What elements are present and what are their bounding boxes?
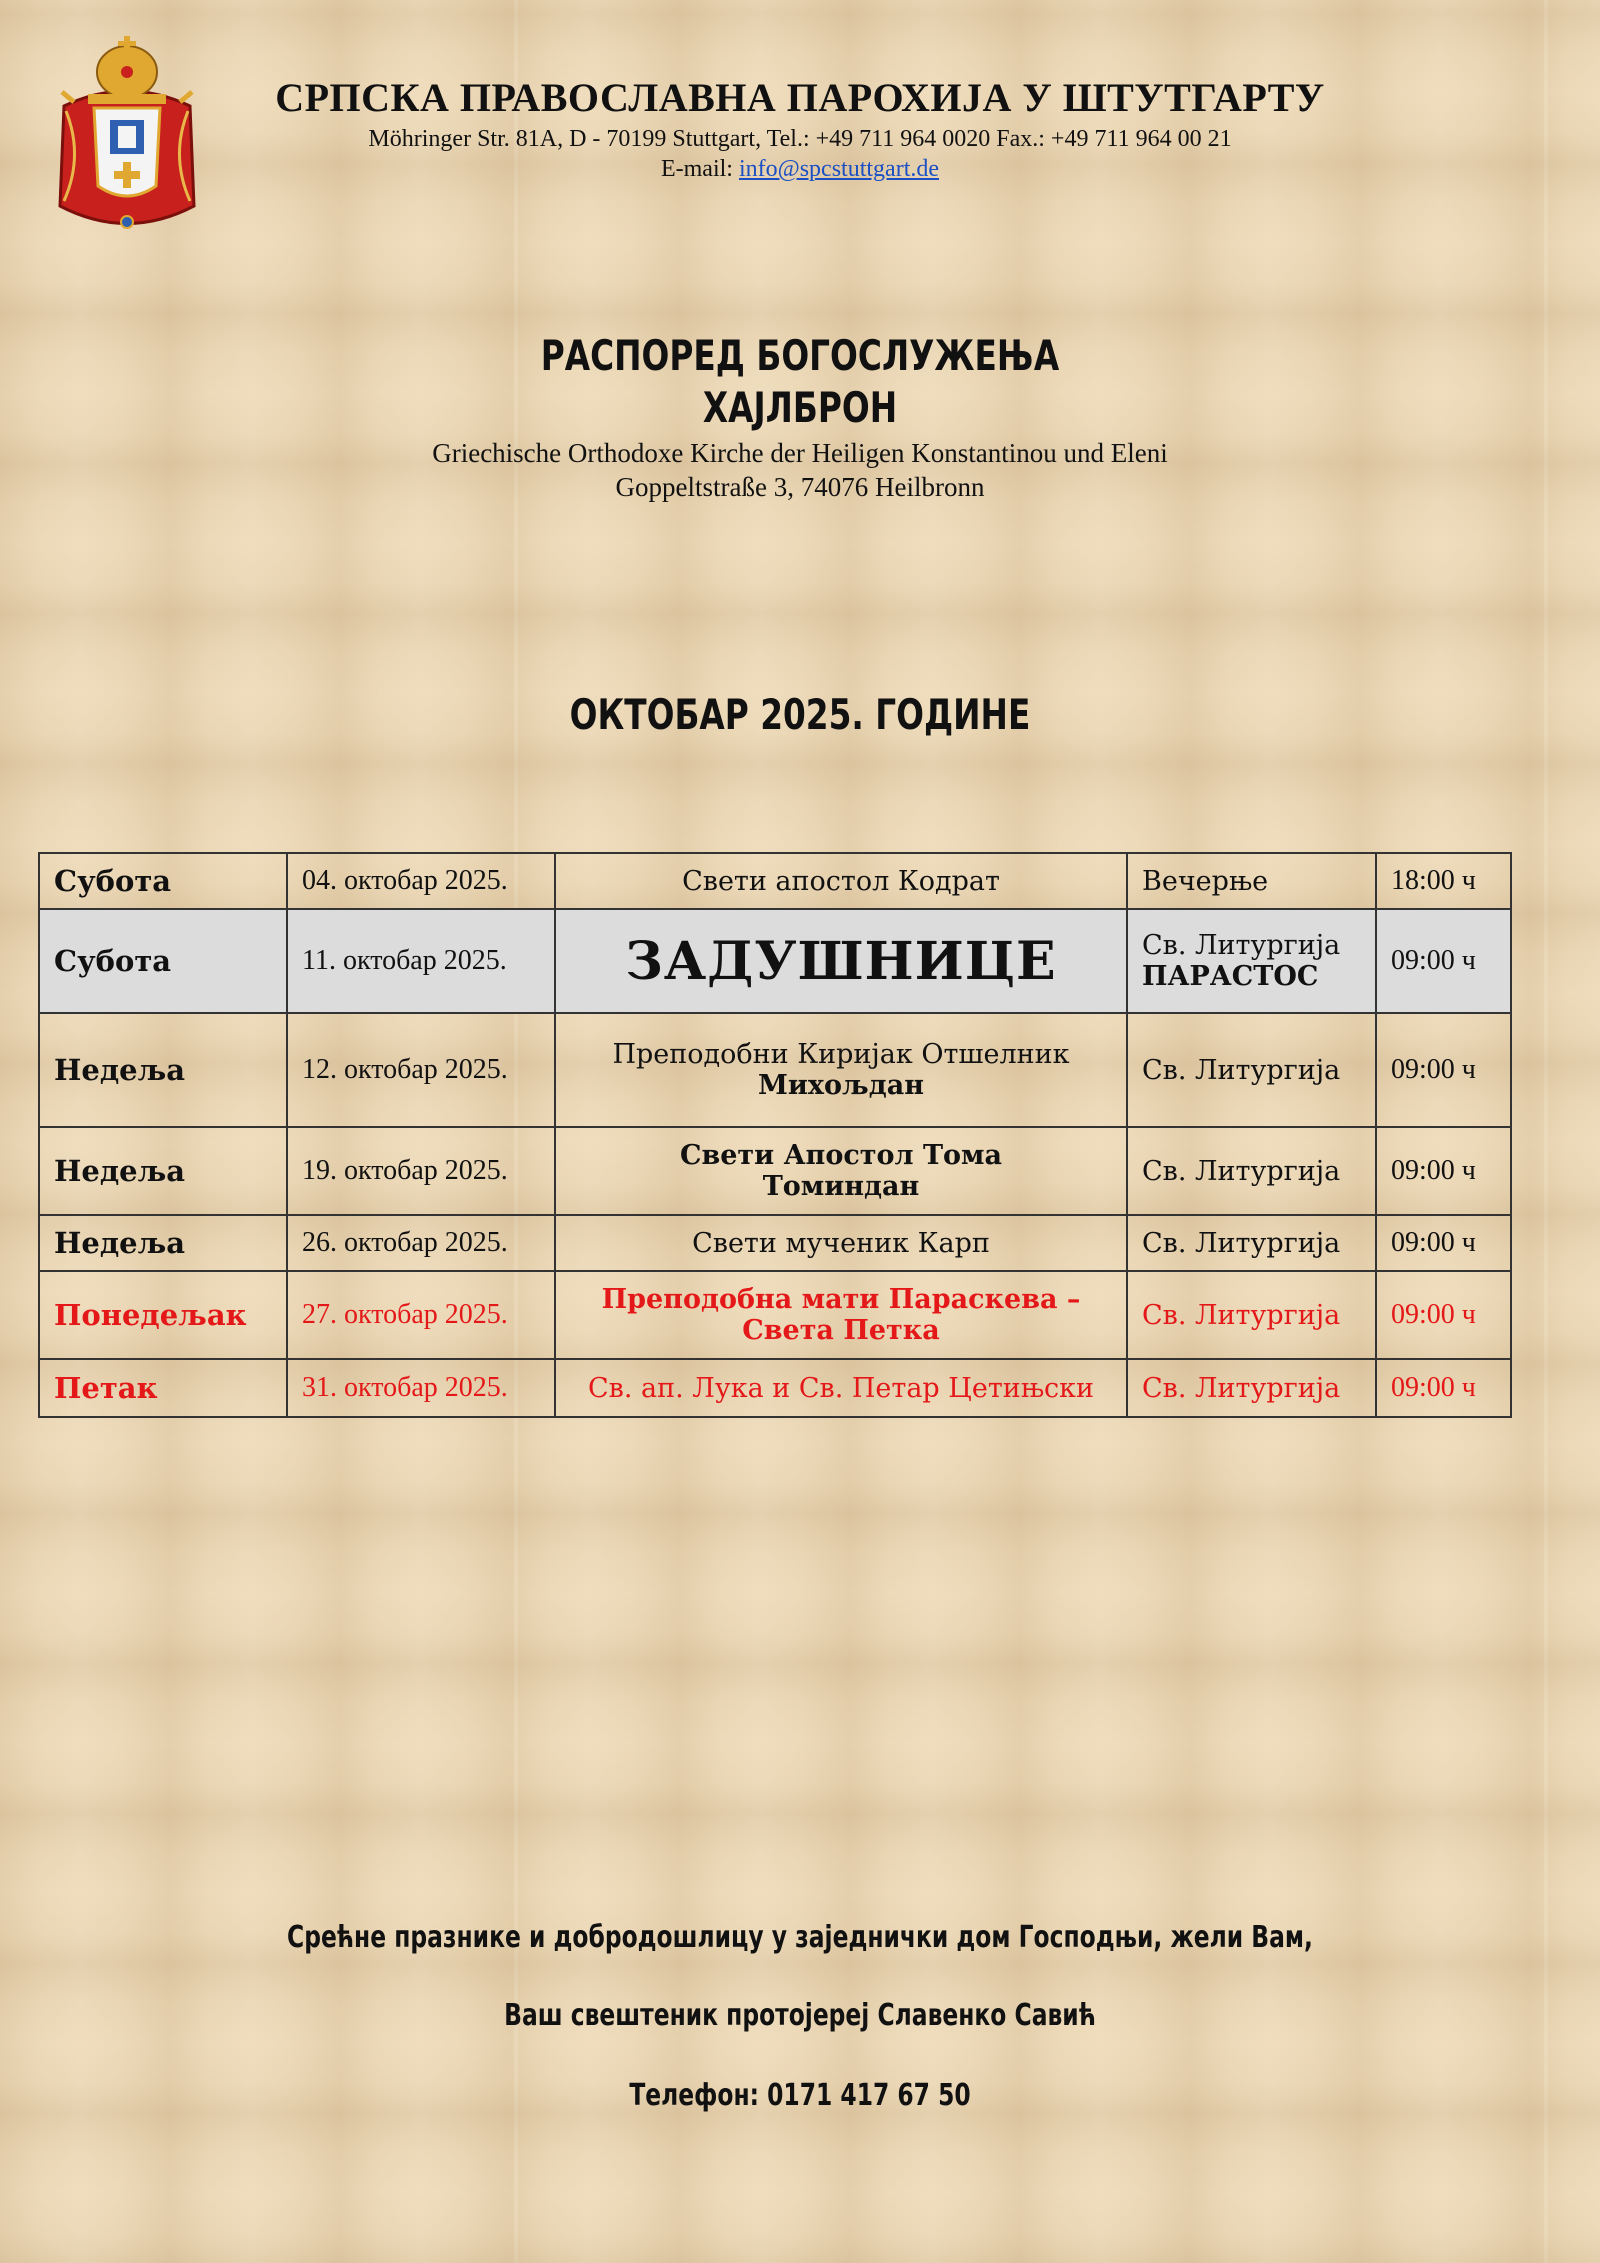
location-title: ХАЈЛБРОН	[702, 383, 898, 432]
time-cell	[1376, 853, 1511, 909]
schedule-row	[39, 1013, 1511, 1127]
schedule-row	[39, 1271, 1511, 1359]
schedule-row	[39, 1359, 1511, 1417]
date-cell	[287, 853, 555, 909]
feast-cell	[555, 853, 1127, 909]
service-text: Вечерње	[1142, 865, 1269, 897]
day-cell	[39, 1359, 287, 1417]
location-title-wrap	[0, 384, 1600, 432]
feast-cell	[555, 1013, 1127, 1127]
date-text: 04. октобар 2025.	[302, 865, 508, 896]
day-cell	[39, 1127, 287, 1215]
time-text: 09:00 ч	[1391, 945, 1476, 976]
time-cell	[1376, 1359, 1511, 1417]
schedule-row	[39, 1127, 1511, 1215]
email-link[interactable]: info@spcstuttgart.de	[738, 156, 940, 182]
time-text: 09:00 ч	[1391, 1299, 1476, 1330]
church-address: Goppeltstraße 3, 74076 Heilbronn	[615, 472, 985, 502]
schedule-table	[38, 852, 1512, 1418]
church-name: Griechische Orthodoxe Kirche der Heiligen Konstantinou und Eleni	[432, 438, 1168, 468]
service-cell	[1127, 1215, 1376, 1271]
time-cell	[1376, 1215, 1511, 1271]
serbian-church-coat-of-arms-icon	[44, 36, 210, 236]
footer-greeting-wrap	[0, 1920, 1600, 1955]
day-text: Недеља	[54, 1154, 186, 1188]
service-text: ПАРАСТОС	[1142, 961, 1319, 992]
parish-email-line	[230, 156, 1370, 183]
feast-text: Свети мученик Карп	[692, 1227, 990, 1259]
time-text: 09:00 ч	[1391, 1155, 1476, 1186]
schedule-row	[39, 853, 1511, 909]
feast-text: Преподобна мати Параскева –	[601, 1284, 1081, 1315]
schedule-row	[39, 1215, 1511, 1271]
date-cell	[287, 1359, 555, 1417]
service-cell	[1127, 1013, 1376, 1127]
time-cell	[1376, 909, 1511, 1013]
date-text: 12. октобар 2025.	[302, 1054, 508, 1085]
feast-text: Преподобни Киријак Отшелник	[612, 1039, 1070, 1070]
feast-text: Михољдан	[758, 1070, 924, 1101]
date-text: 27. октобар 2025.	[302, 1299, 508, 1330]
service-cell	[1127, 1127, 1376, 1215]
time-cell	[1376, 1127, 1511, 1215]
footer-priest-wrap	[0, 1998, 1600, 2033]
feast-text: Свети Апостол Тома	[679, 1140, 1002, 1171]
service-cell	[1127, 909, 1376, 1013]
service-text: Св. Литургија	[1142, 1054, 1341, 1086]
day-text: Субота	[54, 944, 172, 978]
footer-priest: Ваш свештеник протојереј Славенко Савић	[504, 1998, 1096, 2033]
date-cell	[287, 1013, 555, 1127]
service-text: Св. Литургија	[1142, 1372, 1341, 1404]
schedule-body	[39, 853, 1511, 1417]
parish-title: СРПСКА ПРАВОСЛАВНА ПАРОХИЈА У ШТУТГАРТУ	[275, 75, 1325, 120]
day-text: Субота	[54, 864, 172, 898]
parish-address: Möhringer Str. 81A, D - 70199 Stuttgart, Tel.: +49 711 964 0020 Fax.: +49 711 964 00 21	[368, 126, 1232, 152]
time-cell	[1376, 1013, 1511, 1127]
time-text: 09:00 ч	[1391, 1054, 1476, 1085]
feast-cell	[555, 1215, 1127, 1271]
day-text: Недеља	[54, 1226, 186, 1260]
feast-text: Томиндан	[762, 1171, 920, 1202]
feast-text: ЗАДУШНИЦЕ	[625, 930, 1057, 992]
feast-cell	[555, 1127, 1127, 1215]
schedule-title-wrap	[0, 332, 1600, 380]
feast-text: Свети апостол Кодрат	[682, 865, 1000, 897]
date-cell	[287, 909, 555, 1013]
feast-cell	[555, 1359, 1127, 1417]
service-text: Св. Литургија	[1142, 1155, 1341, 1187]
service-cell	[1127, 853, 1376, 909]
date-text: 19. октобар 2025.	[302, 1155, 508, 1186]
service-text: Св. Литургија	[1142, 1227, 1341, 1259]
feast-cell	[555, 909, 1127, 1013]
time-text: 18:00 ч	[1391, 865, 1476, 896]
email-label: E-mail:	[660, 156, 739, 182]
month-title-wrap	[0, 690, 1600, 739]
day-cell	[39, 1013, 287, 1127]
feast-text: Св. ап. Лука и Св. Петар Цетињски	[588, 1372, 1094, 1404]
footer-greeting: Срећне празнике и добродошлицу у заједнички дом Господњи, жели Вам,	[287, 1920, 1313, 1955]
time-text: 09:00 ч	[1391, 1372, 1476, 1403]
date-cell	[287, 1215, 555, 1271]
day-text: Петак	[54, 1371, 158, 1405]
day-cell	[39, 853, 287, 909]
day-cell	[39, 1215, 287, 1271]
service-cell	[1127, 1359, 1376, 1417]
date-text: 31. октобар 2025.	[302, 1372, 508, 1403]
date-cell	[287, 1127, 555, 1215]
date-text: 11. октобар 2025.	[302, 945, 507, 976]
schedule-row	[39, 909, 1511, 1013]
time-text: 09:00 ч	[1391, 1227, 1476, 1258]
day-cell	[39, 1271, 287, 1359]
feast-text: Света Петка	[742, 1315, 940, 1346]
schedule-title: РАСПОРЕД БОГОСЛУЖЕЊА	[540, 331, 1060, 380]
footer-phone: Телефон: 0171 417 67 50	[629, 2078, 971, 2113]
date-cell	[287, 1271, 555, 1359]
service-text: Св. Литургија	[1142, 930, 1341, 961]
day-text: Понедељак	[54, 1298, 247, 1332]
month-title: ОКТОБАР 2025. ГОДИНЕ	[569, 690, 1031, 739]
day-text: Недеља	[54, 1053, 186, 1087]
service-text: Св. Литургија	[1142, 1299, 1341, 1331]
footer-phone-wrap	[0, 2078, 1600, 2113]
date-text: 26. октобар 2025.	[302, 1227, 508, 1258]
feast-cell	[555, 1271, 1127, 1359]
time-cell	[1376, 1271, 1511, 1359]
day-cell	[39, 909, 287, 1013]
service-cell	[1127, 1271, 1376, 1359]
